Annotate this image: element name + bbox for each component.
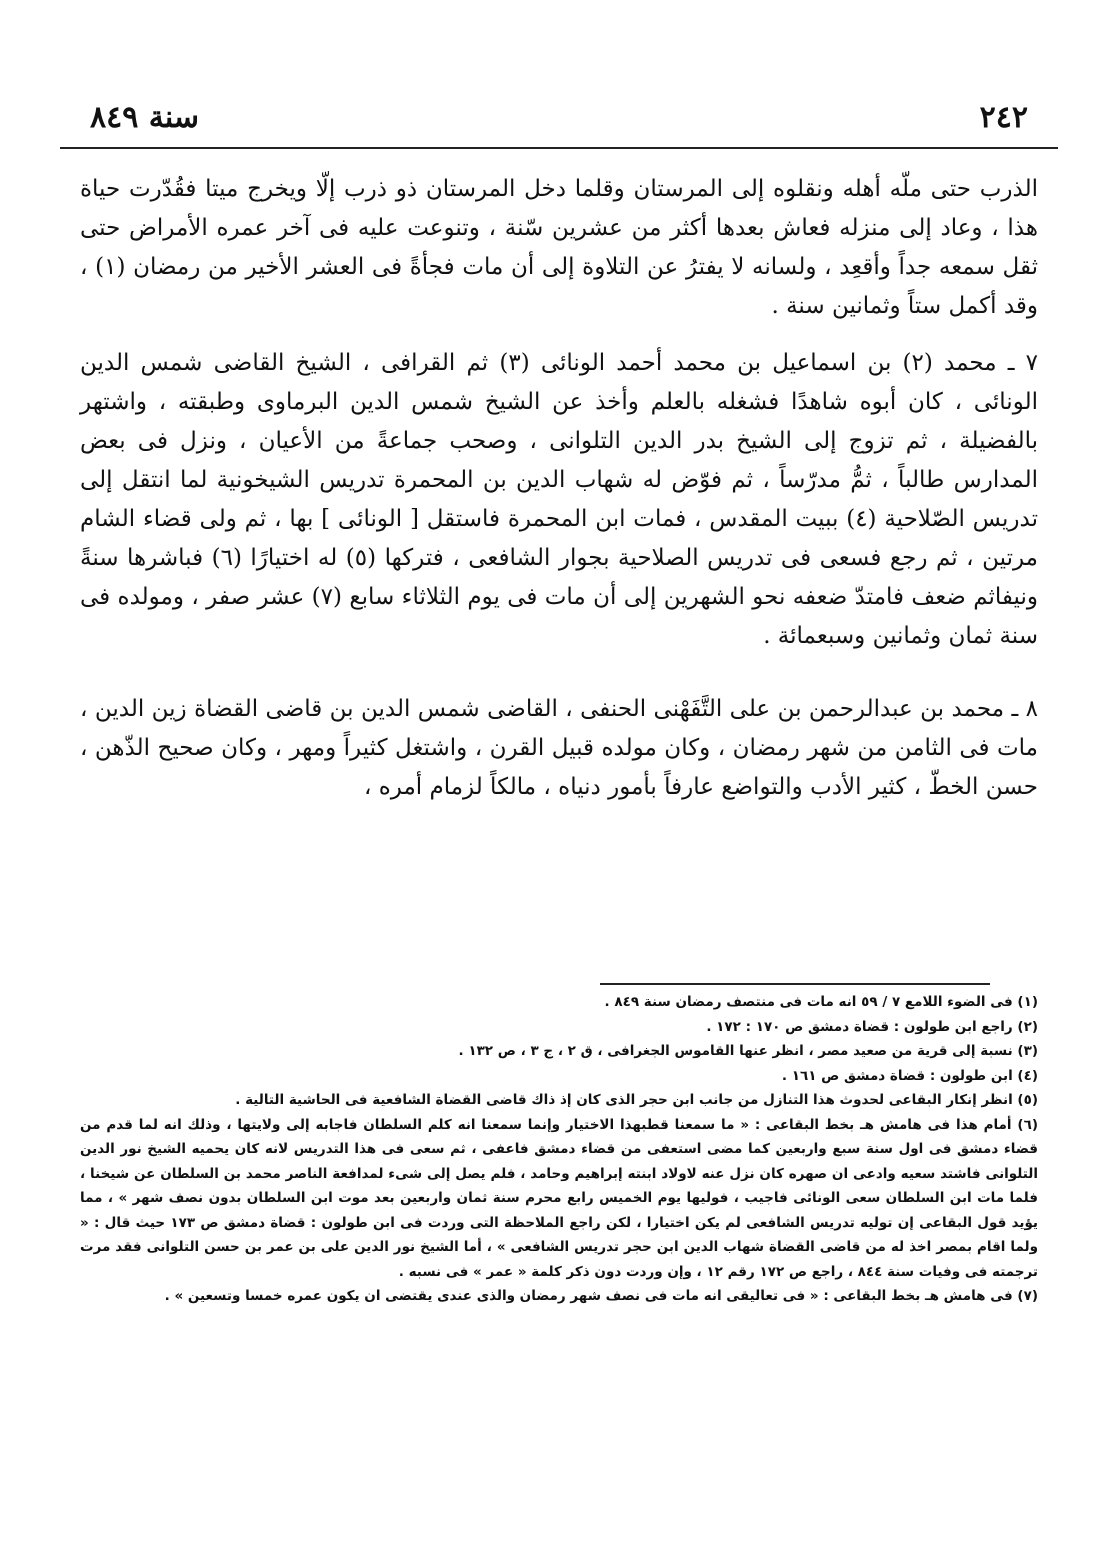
main-text — [80, 170, 1038, 807]
paragraph-entry-8: ٨ ـ محمد بن عبدالرحمن بن على التَّفَهْنى الحنفى ، القاضى شمس الدين بن قاضى القضاة زين الدين ، مات فى الثامن من شهر رمضان ، وكان مولده قبيل القرن ، واشتغل كثيراً ومهر ، وكان صحيح الذّهن ، حسن الخطّ ، كثير الأدب والتواضع عارفاً بأمور دنياه ، مالكاً لزمام أمره ، — [80, 696, 1038, 800]
paragraph-entry-7: ٧ ـ محمد (٢) بن اسماعيل بن محمد أحمد الونائى (٣) ثم القرافى ، الشيخ القاضى شمس الدين الونائى ، كان أبوه شاهدًا فشغله بالعلم وأخذ عن الشيخ شمس الدين البرماوى وطبقته ، واشتهر بالفضيلة ، ثم تزوج إلى الشيخ بدر الدين التلوانى ، وصحب جماعةً من الأعيان ، ونزل فى بعض المدارس طالباً ، ثمُّ مدرّساً ، ثم فوّض له شهاب الدين بن المحمرة تدريس الشيخونية لما انتقل إلى تدريس الصّلاحية (٤) ببيت المقدس ، فمات ابن المحمرة فاستقل [ الونائى ] بها ، ثم ولى قضاء الشام مرتين ، ثم رجع فسعى فى تدريس الصلاحية بجوار الشافعى ، فتركها (٥) له اختيارًا (٦) فباشرها سنةً ونيفاثم ضعف فامتدّ ضعفه نحو الشهرين إلى أن مات فى يوم الثلاثاء سابع (٧) عشر صفر ، ومولده فى سنة ثمان وثمانين وسبعمائة . — [80, 350, 1039, 649]
footnote-4: (٤) ابن طولون : قضاة دمشق ص ١٦١ . — [781, 1067, 1038, 1084]
page-header — [80, 100, 1038, 140]
paragraph-continuation: الذرب حتى ملّه أهله ونقلوه إلى المرستان وقلما دخل المرستان ذو ذرب إلّا ويخرج ميتا فقُدّرت حياة هذا ، وعاد إلى منزله فعاش بعدها أكثر من عشرين سّنة ، وتنوعت عليه فى آخر عمره الأمراض حتى ثقل سمعه جداً وأقعِد ، ولسانه لا يفترُ عن التلاوة إلى أن مات فجأةً فى العشر الأخير من رمضان (١) ، وقد أكمل ستاً وثمانين سنة . — [80, 176, 1038, 319]
footnote-1: (١) فى الضوء اللامع ٧ / ٥٩ انه مات فى منتصف رمضان سنة ٨٤٩ . — [604, 994, 1038, 1010]
footnote-divider — [600, 983, 990, 985]
footnote-7: (٧) فى هامش هـ بخط البقاعى : « فى تعاليقى انه مات فى نصف شهر رمضان والذى عندى يقتضى ان يكون عمره خمسا وتسعين » . — [164, 1288, 1038, 1304]
footnote-5: (٥) انظر إنكار البقاعى لحدوث هذا التنازل من جانب ابن حجر الذى كان إذ ذاك قاضى القضاة الشافعية فى الحاشية التالية . — [235, 1092, 1038, 1108]
header-divider — [60, 147, 1058, 149]
footnote-2: (٢) راجع ابن طولون : قضاة دمشق ص ١٧٠ : ١٧٢ . — [706, 1018, 1038, 1035]
running-title: سنة ٨٤٩ — [90, 100, 200, 135]
footnote-3: (٣) نسبة إلى قرية من صعيد مصر ، انظر عنها القاموس الجغرافى ، ق ٢ ، ج ٣ ، ص ١٣٢ . — [458, 1043, 1038, 1059]
page-number: ٢٤٢ — [979, 100, 1028, 135]
footnote-6: (٦) أمام هذا فى هامش هـ بخط البقاعى : « ما سمعنا قطبهذا الاختيار وإنما سمعنا انه كلم السلطان فاجابه إلى ولايتها ، وذلك انه لما قدم من قضاء دمشق فى اول سنة سبع واربعين كما مضى استعفى من قضاء دمشق فاعفى ، ثم سعى فى هذا التدريس لانه كان يحميه الشيخ نور الدين التلوانى فاشتد سعيه وادعى ان صهره كان نزل عنه لاولاد ابنته إبراهيم وحامد ، فلم يصل إلى شىء لمدافعة الناصر محمد بن السلطان عن شيخنا ، فلما مات ابن السلطان سعى الونائى فاجيب ، فوليها يوم الخميس رابع محرم سنة ثمان واربعين بعد موت ابن السلطان بدون نصف شهر » ، مما يؤيد قول البقاعى إن توليه تدريس الشافعى لم يكن اختيارا ، لكن راجع الملاحظة التى وردت فى ابن طولون : قضاة دمشق ص ١٧٣ حيث قال : « ولما اقام بمصر اخذ له من قاضى القضاة شهاب الدين ابن حجر تدريس الشافعى » ، أما الشيخ نور الدين على بن عمر بن حسن التلوانى فقد مرت ترجمته فى وفيات سنة ٨٤٤ ، راجع ص ١٧٢ رقم ١٢ ، وإن وردت دون ذكر كلمة « عمر » فى نسبه . — [80, 1116, 1038, 1280]
footnotes — [80, 990, 1038, 1309]
